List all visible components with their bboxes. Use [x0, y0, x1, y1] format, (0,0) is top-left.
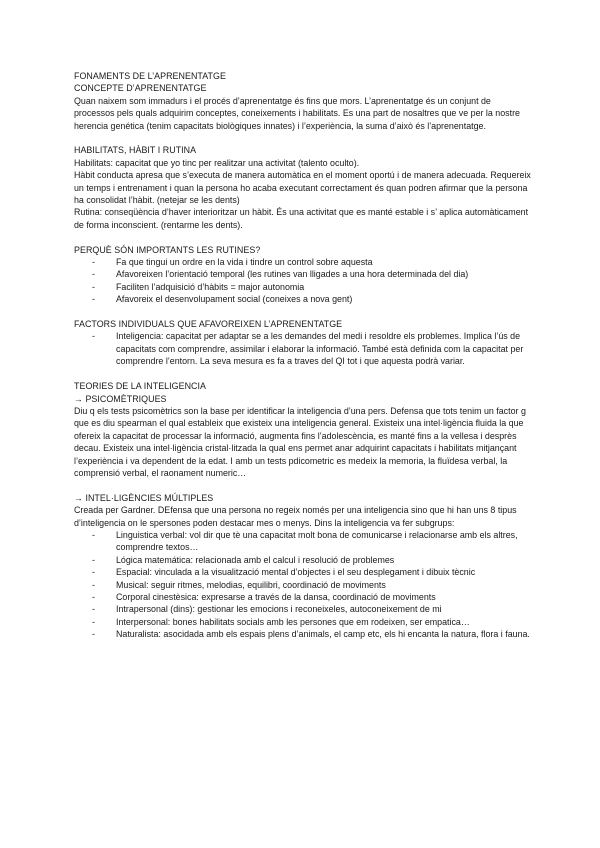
section-multiples	[74, 492, 532, 641]
factors-list	[74, 330, 532, 367]
list-item: - Musical: seguir ritmes, melodias, equilibri, coordinació de moviments	[74, 579, 532, 591]
rutina-definition: Rutina: conseqüència d’haver interioritzar un hàbit. És una activitat que es manté estable i s’ aplica automàticament de forma inconscient. (rentarme les dents).	[74, 207, 529, 230]
habit-definition: Hàbit conducta apresa que s’executa de manera automàtica en el moment oportú i de manera adecuada. Requereix un temps i entrenament i quan la persona ho acaba executant correctament és quan podren afirmar que la persona ha consolidat l’hàbit. (netejar se les dents)	[74, 170, 531, 206]
list-item: - Afavoreixen l’orientació temporal (les rutines van lligades a una hora determinada del dia)	[74, 268, 532, 280]
multiples-list	[74, 529, 532, 641]
habilitats-definition: Habilitats: capacitat que yo tinc per realitzar una activitat (talento oculto).	[74, 157, 360, 168]
list-item: - Linguistica verbal: vol dir que tè una capacitat molt bona de comunicarse i relacionarse amb els altres, comprendre textos…	[74, 529, 532, 554]
list-item: - Inteligencia: capacitat per adaptar se a les demandes del medi i resoldre els problemes. Implica l’ús de capacitats com comprendre, assimilar i elaborar la informació. També està definida com la capacitat per comprendre l’entorn. La seva mesura es fa a traves del QI tot i que aquesta podrà variar.	[74, 330, 532, 367]
list-item: - Afavoreix el desenvolupament social (coneixes a nova gent)	[74, 293, 532, 305]
list-item: - Interpersonal: bones habilitats socials amb les persones que em rodeixen, ser empatica…	[74, 616, 532, 628]
rutines-heading: PERQUÈ SÓN IMPORTANTS LES RUTINES?	[74, 244, 261, 255]
list-item: - Espacial: vinculada a la visualització mental d’objectes i el seu desplegament i dibuix tècnic	[74, 566, 532, 578]
teories-heading: TEORIES DE LA INTELIGENCIA	[74, 381, 206, 392]
section-teories	[74, 380, 532, 479]
list-item: - Intrapersonal (dins): gestionar les emocions i reconeixeles, autoconeixement de mi	[74, 603, 532, 615]
concepte-heading: CONCEPTE D’APRENENTATGE	[74, 83, 207, 94]
multiples-heading: → INTEL·LIGÈNCIES MÚLTIPLES	[74, 492, 214, 503]
document-title: FONAMENTS DE L’APRENENTATGE	[74, 71, 226, 81]
list-item: - Lógica matemática: relacionada amb el calcul i resolució de problemes	[74, 554, 532, 566]
concepte-paragraph: Quan naixem som immadurs i el procés d’aprenentatge és fins que mors. L’aprenentatge és un conjunt de processos pels quals adquirim conceptes, coneixements i habilitats. Es una part de nosaltres que ve per la nostre herencia genética (tenim capacitats biològiques innates) i l’experiència, la suma d’això és l’aprenentatge.	[74, 95, 520, 131]
document-page	[74, 70, 532, 653]
list-item: - Naturalista: asocidada amb els espais plens d’animals, el camp etc, els hi encanta la natura, flora i fauna.	[74, 628, 532, 640]
section-habilitats	[74, 144, 532, 231]
habilitats-heading: HABILITATS, HÀBIT I RUTINA	[74, 145, 197, 156]
list-item: - Fa que tingui un ordre en la vida i tindre un control sobre aquesta	[74, 256, 532, 268]
multiples-paragraph: Creada per Gardner. DEfensa que una persona no regeix només per una inteligencia sino que hi han uns 8 tipus d’inteligencia on le spersones poden destacar mes o menys. Dins la inteligencia va fer subgrups:	[74, 505, 517, 528]
factors-heading: FACTORS INDIVIDUALS QUE AFAVOREIXEN L’APRENENTATGE	[74, 319, 343, 330]
section-factors	[74, 318, 532, 368]
section-rutines	[74, 244, 532, 306]
list-item: - Corporal cinestèsica: expresarse a través de la dansa, coordinació de moviments	[74, 591, 532, 603]
rutines-list	[74, 256, 532, 306]
section-fonaments	[74, 70, 532, 132]
psicometriques-heading: → PSICOMÈTRIQUES	[74, 393, 167, 404]
psicometriques-paragraph: Diu q els tests psicomètrics son la base per identificar la inteligencia d’una pers. Defensa que tots tenim un factor g que es diu spearman el qual estableix que existeix una inteligencia general. Existeix una intel·ligència fluida la que ofereix la capacitat de processar la informació, augmenta fins l’adolescència, es manté fins a la vellesa i desprès decau. Existeix una intel·ligència cristal·litzada la qual ens permet anar adquirint capacitats i habilitats mitjançant l’experiència i va dependent de la edat. I amb un tests pdicometric es medeix la memoria, la fluïdesa verbal, la comprensió verbal, el raonament numeric…	[74, 405, 526, 478]
list-item: - Faciliten l’adquisició d’hàbits = major autonomia	[74, 281, 532, 293]
